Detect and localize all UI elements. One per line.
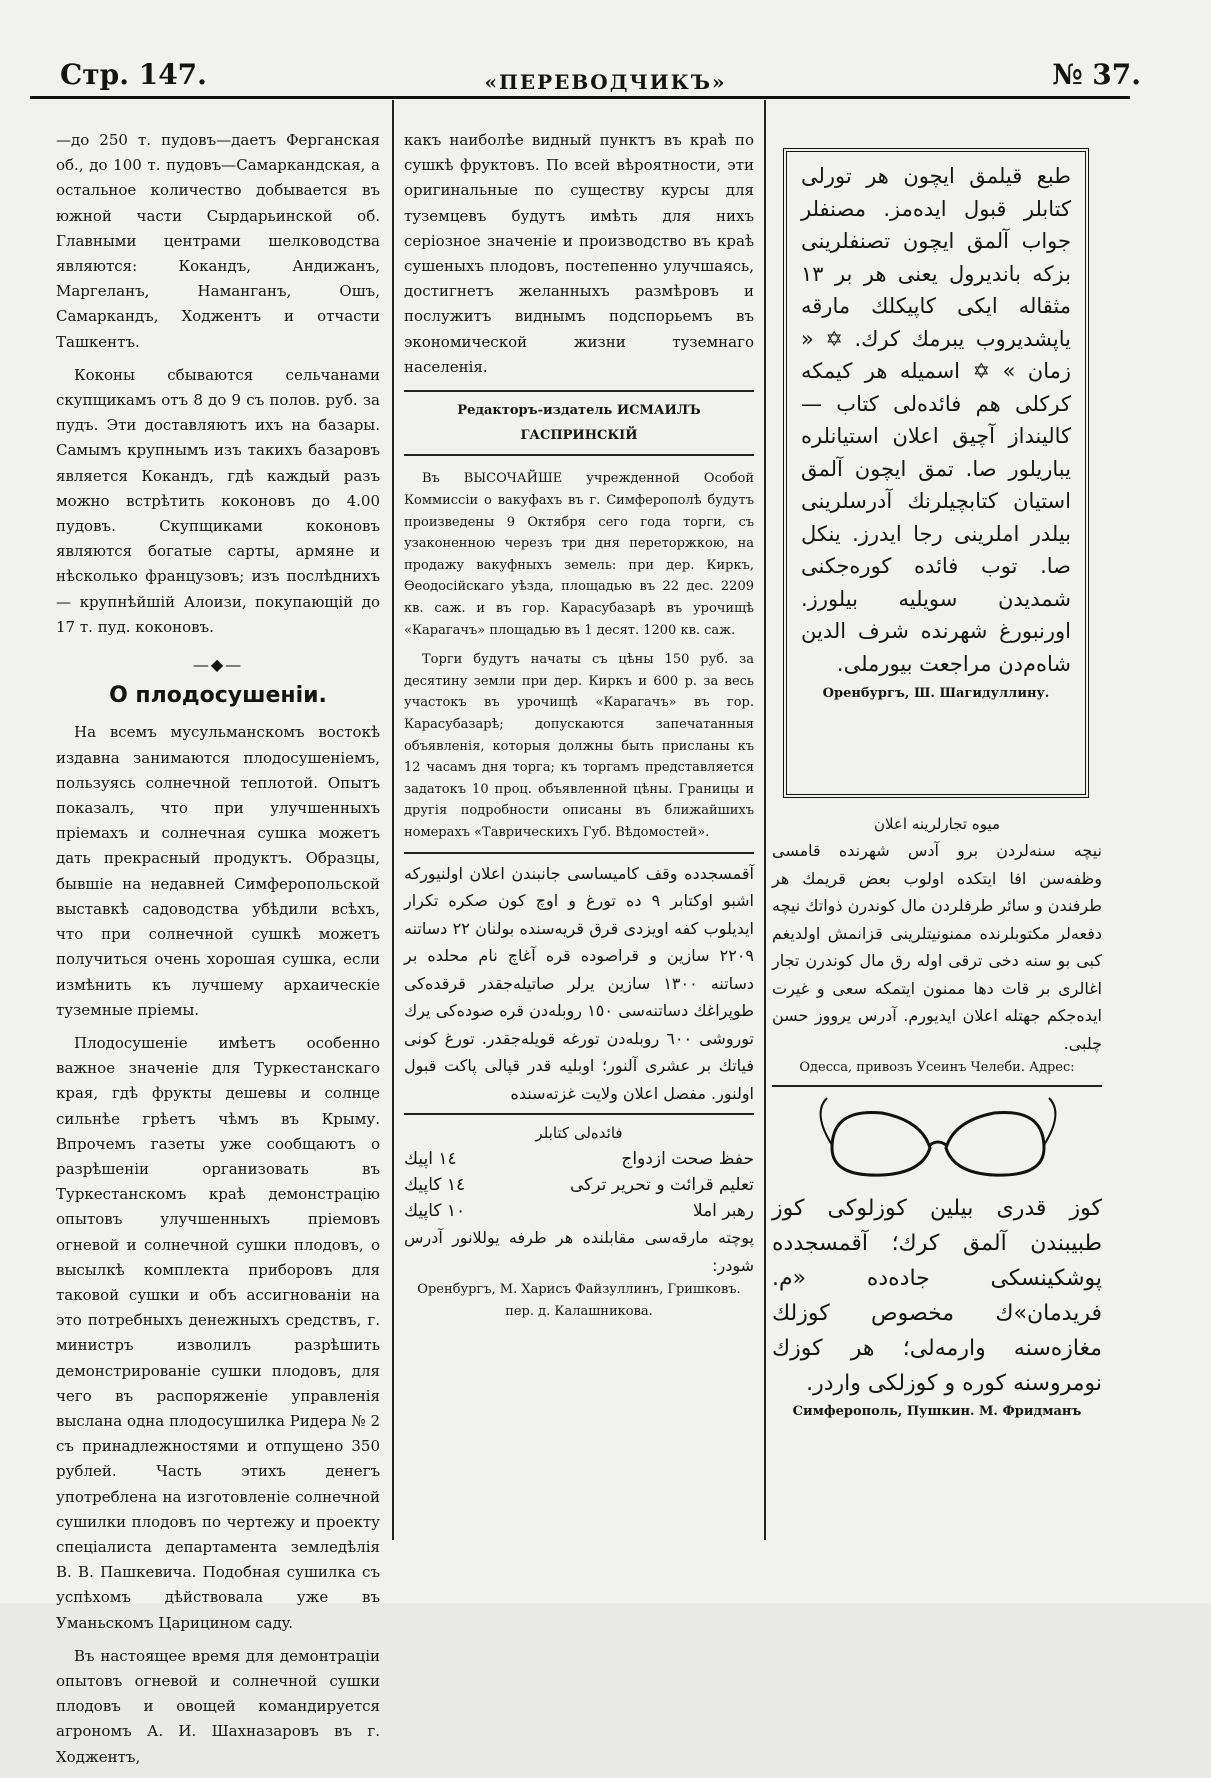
col1-paragraph-4: Плодосушеніе имѣетъ особенно важное значеніе для Туркестанскаго края, гдѣ фрукты дешевы и солнце сильнѣе грѣетъ чѣмъ въ Крыму. Впрочемъ газеты уже сообщаютъ о разрѣшеніи организовать въ Туркестанскомъ краѣ демонстрацію опытовъ улучшенныхъ пріемовъ огневой и солнечной сушки плодовъ, о высылкѣ комплекта приборовъ для таковой сушки и объ ассигнованіи на это потребныхъ денежныхъ средствъ, г. министръ изволилъ разрѣшить демонстрированіе сушки плодовъ, для чего въ распоряженіе управленія выслана одна плодосушилка Ридера № 2 съ принадлежностями и отпущено 350 рублей. Часть этихъ денегъ употреблена на изготовленіе солнечной сушилки плодовъ по чертежу и проекту спеціалиста департамента земледѣлія В. В. Пашкевича. Подобная сушилка съ успѣхомъ дѣйствовала уже въ Уманьскомъ Царицином садy. [56,1033,380,1632]
books-note: پوچته مارقه‌سى مقابلنده هر طرفه يوللانور آدرس شودر: [404,1228,754,1275]
column-divider-1 [392,100,394,1540]
column-2 [404,128,754,1322]
col1-paragraph-1: —до 250 т. пудовъ—даетъ Ферганская об., до 100 т. пудовъ—Самаркандская, а остальное количество добывается въ южной части Сырдарьинской об. Главными центрами шелководства являются: Кокандъ, Андижанъ, Маргеланъ, Намангaнъ, Ошъ, Самаркандъ, Ходжентъ и отчасти Ташкентъ. [56,131,380,351]
glasses-ad-address: Симферополь, Пушкин. М. Фридманъ [792,1404,1082,1419]
fruit-ad-text: نيچه سنه‌لردن برو آدس شهرنده قامسى وظفه‌سن افا ايتكده اولوب بعض قريمك هر طرفندن و سائر طرفلردن مال كوندرن ذواتك نيچه دفعه‌لر مكتوبلرنده ممنونيتلرينى قزانمش اولديغم كبى بو سنه دخى ترقى اوله رق مال كوندرن تجار اغالرى بر قات دها ممنون ايتمكه سعى و غيرت ايده‌جكم جهتله اعلان ايديورم. آدرس يرووز حسن چلبى. [772,841,1102,1053]
col1-paragraph-5: Въ настоящее время для демонтраціи опытовъ огневой и солнечной сушки плодовъ и овощей командируется агрономъ А. И. Шахназаровъ въ г. Ходжентъ, [56,1646,380,1766]
column-3-lower [772,812,1102,1423]
books-address: Оренбургъ, М. Харисъ Файзуллинъ, Гришковъ. пер. д. Калашникова. [417,1282,741,1319]
glasses-ad-text: كوز قدرى بيلين كوزلوكى كوز طبيبندن آلمق كرك؛ آقمسجدده پوشكينسكى جاده‌ده «م. فريدمان»ك مخصوص كوزلك مغازه‌سنه وارمه‌لى؛ هر كوزك نومروسنه كوره و كوزلكى واردر. [772,1196,1102,1396]
newspaper-title: «ПЕРЕВОДЧИКЪ» [484,70,727,94]
auction-notice [404,468,754,843]
col2-paragraph-1: какъ наиболѣе видный пунктъ въ краѣ по сушкѣ фруктовъ. По всей вѣроятности, эти оригинальные по существу курсы для туземцевъ будутъ имѣть для нихъ серіозное значеніе и производство въ краѣ сушеныхъ плодовъ, постепенно улучшаясь, достигнетъ желанныхъ размѣровъ и послужитъ виднымъ подспорьемъ въ экономической жизни туземнаго населенія. [404,131,754,376]
issue-number: № 37. [1052,58,1141,91]
zaman-ad-signature: Оренбургъ, Ш. Шагидуллину. [822,686,1050,701]
divider [404,852,754,854]
col1-paragraph-2: Коконы сбываются сельчанами скупщикамъ отъ 8 до 9 съ полов. руб. за пудъ. Эти доставляютъ ихъ на базары. Самымъ крупнымъ изъ такихъ базаровъ является Кокандъ, гдѣ каждый разъ можно встрѣтить коконовъ до 4.00 пудовъ. Скупщиками коконовъ являются богатые сарты, армяне и нѣсколько французовъ; изъ послѣднихъ — крупнѣйшій Алоизи, покупающій до 17 т. пуд. коконовъ. [56,365,380,636]
divider [404,1113,754,1115]
column-1 [56,128,380,1778]
header-rule [30,96,1130,99]
auction-notice-p1: Въ ВЫСОЧАЙШЕ учрежденной Особой Коммиссіи о вакуфахъ въ г. Симферополѣ будутъ произведены 9 Октября сего года торги, съ узаконенною черезъ три дня переторжкою, на продажу вакуфныхъ земель: при дер. Киркъ, Ѳеодосійскаго уѣзда, площадью въ 22 дес. 2209 кв. саж. и въ гор. Карасубазарѣ въ урочищѣ «Карагачъ» площадью въ 1 десят. 1200 кв. саж. [404,471,754,638]
list-item: تعليم قرائت و تحرير تركى ١٤ كاپيك [404,1175,754,1196]
section-ornament: —◆— [192,655,244,675]
auction-notice-p2: Торги будутъ начаты съ цѣны 150 руб. за десятину земли при дер. Киркъ и 600 р. за весь участокъ въ урочищѣ «Карагачъ» въ гор. Карасубазарѣ; допускаются запечатанныя объявленія, которыя должны быть присланы къ 12 часамъ дня торга; къ торгамъ представляется задатокъ 10 проц. объявленной цѣны. Границы и другія подробности описаны въ ближайшихъ номерахъ «Таврическихъ Губ. Вѣдомостей». [404,652,754,840]
page-header [40,58,1171,98]
zaman-ad-box [783,148,1089,798]
books-list [404,1146,754,1224]
zaman-ad-text: طبع قيلمق ايچون هر تورلى كتابلر قبول ايده‌مز. مصنفلر جواب آلمق ايچون تصنفلرينى بزكه باندیرول يعنى هر بر ١٣ مثقاله ايكى كاپيكلك مارقه ياپشديروب يبرمك كرك. ✡ « زمان » ✡ اسميله هر كيمكه كركلى هم فائده‌لى كتاب — كالينداز آچيق اعلان استيانلره يباريلور صا. تمق ايچون آلمق استيان كتابچيلرنك آدرسلرينى بيلدر املرينى رجا ايدرز. ينكل صا. توب فائده كوره‌جكنى شمديدن سويليه بيلورز. اورنبورغ شهرنده شرف الدين شاه‌م‌دن مراجعت بيورملى. [801,164,1071,676]
arabic-auction-notice: آقمسجدده وقف كاميساسى جانبندن اعلان اولنيوركه اشبو اوكتابر ٩ ده تورغ و اوچ كون صكره تكرار ايديلوب كفه اويزدى قرق قريه‌سنده بولنان ٢٢ دساتنه ٢٢٠٩ سازين و قراصوده قره آغاچ نام محلده بر دساتنه ١٣٠٠ سازين يرلر صاتيله‌جقدر قرقده‌كى طوپراغك دساتنه‌سى ١٥٠ روبله‌دن قره صوده‌كى يرك توروشى ٦٠٠ روبله‌دن تورغه قويله‌جقدر. تورغ كونى فياتك بر عشرى آلنور؛ اوبليه قدر قپالى پاكت قبول اولنور. مفصل اعلان ولايت غزته‌سنده [404,863,755,1103]
list-item: حفظ صحت ازدواج ١٤ اپيك [404,1149,754,1170]
divider [772,1085,1102,1087]
eyeglasses-icon [772,1093,1102,1183]
page-number: Стр. 147. [60,58,207,91]
fruit-ad-address: Одесса, привозъ Усеинъ Челеби. Адрес: [799,1060,1075,1076]
list-item: رهبر املا ١٠ كاپيك [404,1201,754,1222]
column-divider-2 [764,100,766,1540]
fruit-ad-title: ميوه تجارلرينه اعلان [873,815,1001,833]
col1-paragraph-3: На всемъ мусульманскомъ востокѣ издавна занимаются плодосушеніемъ, пользуясь солнечной теплотой. Опытъ показалъ, что при улучшенныхъ пріемахъ и солнечная сушка можетъ дать прекрасный продуктъ. Образцы, бывшіе на недавней Симферопольской выставкѣ садоводства убѣдили всѣхъ, что при солнечной сушкѣ можетъ получиться очень хорошая сушка, если измѣнить къ лучшему архаическіе туземные пріемы. [56,723,380,1019]
article-heading: О плодосушеніи. [109,683,327,709]
editor-line: Редакторъ-издатель ИСМАИЛЪ ГАСПРИНСКІЙ [404,390,754,456]
books-title: فائده‌لى كتابلر [535,1124,623,1143]
